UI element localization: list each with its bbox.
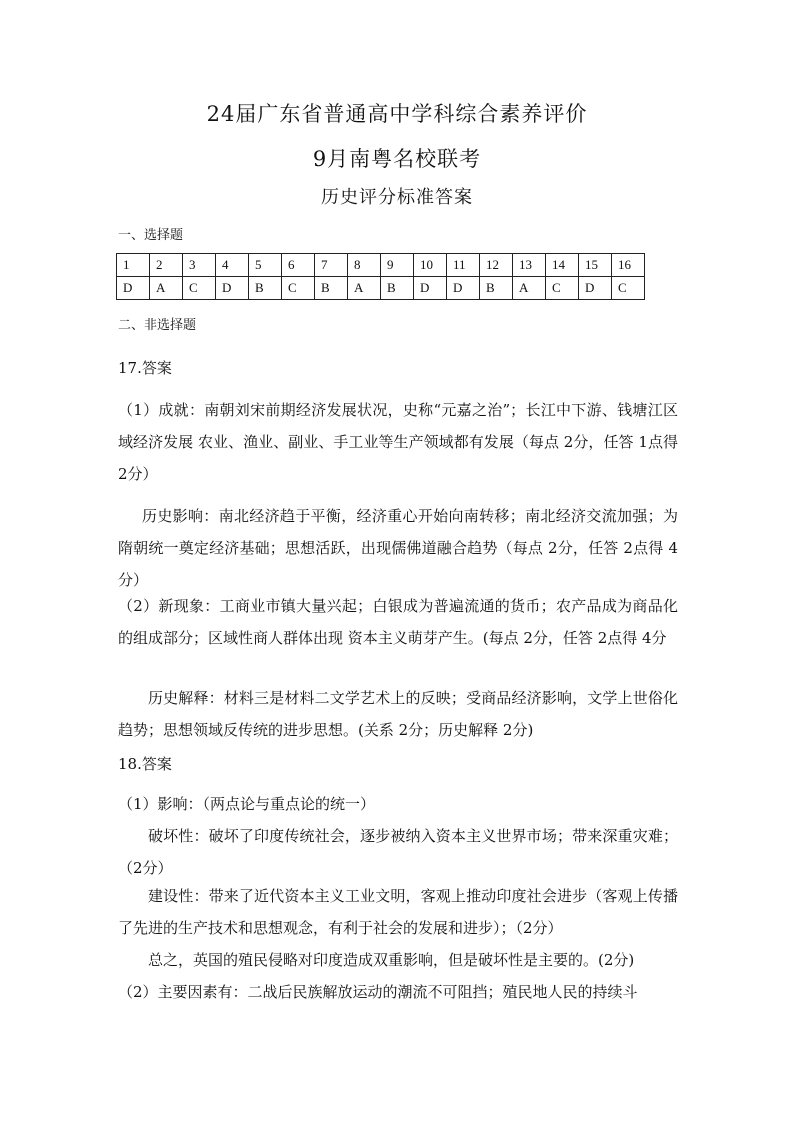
answer-cell: A [348,277,381,300]
answer-cell: D [117,277,150,300]
answer-cell: C [183,277,216,300]
answer-cell: B [249,277,282,300]
answer-cell: A [513,277,546,300]
question-number: 8 [348,254,381,277]
answer-row [117,277,645,300]
answer-cell: C [546,277,579,300]
question-number: 15 [579,254,612,277]
answer-cell: D [216,277,249,300]
exam-name: 9月南粤名校联考 [312,147,482,171]
question-number: 6 [282,254,315,277]
answer-cell: B [381,277,414,300]
answer-cell: D [447,277,480,300]
answer-cell: D [579,277,612,300]
q17-part1-impact: 历史影响：南北经济趋于平衡，经济重心开始向南转移；南北经济交流加强；为隋朝统一奠定经济基础；思想活跃，出现儒佛道融合趋势（每点 2分，任答 2点得 4分） [118,507,678,589]
question-number: 5 [249,254,282,277]
question-number: 12 [480,254,513,277]
answer-cell: B [315,277,348,300]
q18-summary: 总之，英国的殖民侵略对印度造成双重影响，但是破坏性是主要的。(2分) [148,951,635,969]
q18-part2-factors: （2）主要因素有：二战后民族解放运动的潮流不可阻挡；殖民地人民的持续斗 [118,983,638,1001]
q18-part1-label: （1）影响：（两点论与重点论的统一） [118,795,376,813]
question-number: 7 [315,254,348,277]
answer-cell: A [150,277,183,300]
answer-cell: B [480,277,513,300]
question-number: 4 [216,254,249,277]
section-non-choice-label: 二、非选择题 [118,318,197,333]
answer-key-title: 历史评分标准答案 [321,187,473,208]
answer-table [116,253,645,300]
q18-heading: 18.答案 [118,755,172,773]
question-number: 14 [546,254,579,277]
question-number: 11 [447,254,480,277]
section-multiple-choice-label: 一、选择题 [118,228,184,243]
answer-cell: C [282,277,315,300]
q18-constructive: 建设性：带来了近代资本主义工业文明，客观上推动印度社会进步（客观上传播了先进的生产技术和思想观念，有利于社会的发展和进步）；（2分） [118,887,678,937]
answer-cell: D [414,277,447,300]
document-title: 24届广东省普通高中学科综合素养评价 [206,102,588,126]
question-number: 9 [381,254,414,277]
answer-cell: C [612,277,645,300]
q18-destructive: 破坏性：破坏了印度传统社会，逐步被纳入资本主义世界市场；带来深重灾难；（2分） [118,827,678,877]
question-number: 10 [414,254,447,277]
question-number: 3 [183,254,216,277]
q17-part1-achievements: （1）成就：南朝刘宋前期经济发展状况，史称“元嘉之治”；长江中下游、钱塘江区域经济发展 农业、渔业、副业、手工业等生产领域都有发展（每点 2分，任答 1点得 2分） [118,401,678,483]
question-number: 13 [513,254,546,277]
question-number-row [117,254,645,277]
question-number: 2 [150,254,183,277]
question-number: 1 [117,254,150,277]
q17-heading: 17.答案 [118,359,172,377]
q17-part2-phenomena: （2）新现象：工商业市镇大量兴起；白银成为普遍流通的货币；农产品成为商品化的组成部分；区域性商人群体出现 资本主义萌芽产生。(每点 2分，任答 2点得 4分 [118,597,678,647]
question-number: 16 [612,254,645,277]
q17-part2-explanation: 历史解释：材料三是材料二文学艺术上的反映；受商品经济影响，文学上世俗化趋势；思想领域反传统的进步思想。(关系 2分；历史解释 2分) [118,689,678,739]
